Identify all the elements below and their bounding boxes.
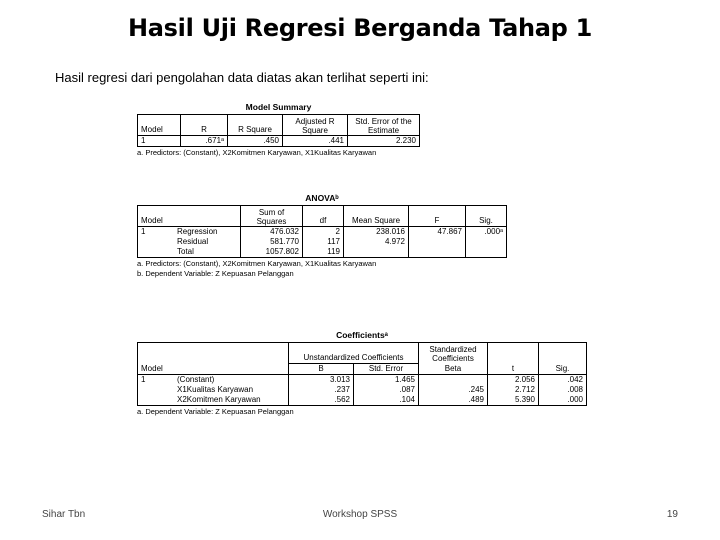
header-b: B: [289, 363, 354, 374]
header-model: Model: [138, 363, 175, 374]
table-cell: 5.390: [488, 395, 539, 406]
header-adjusted-r-square: Adjusted R Square: [283, 115, 348, 136]
table-cell: X2Komitmen Karyawan: [174, 395, 289, 406]
table-cell: .008: [539, 385, 587, 395]
header-mean-square: Mean Square: [344, 206, 409, 227]
header-standardized-coefficients: Standardized Coefficients: [419, 343, 488, 364]
table-cell: [419, 374, 488, 385]
table-cell: 2.230: [348, 136, 420, 147]
footer-event: Workshop SPSS: [322, 509, 398, 520]
table-cell: Total: [174, 247, 241, 258]
header-std-error: Std. Error: [354, 363, 419, 374]
table-note: a. Predictors: (Constant), X2Komitmen Karyawan, X1Kualitas Karyawan: [137, 148, 377, 157]
table-note: a. Dependent Variable: Z Kepuasan Pelanggan: [137, 406, 294, 416]
header-sum-of-squares: Sum of Squares: [241, 206, 303, 227]
header-blank: [174, 206, 241, 227]
table-cell: 117: [303, 237, 344, 247]
header-sig: Sig.: [539, 363, 587, 374]
table-cell: Regression: [174, 227, 241, 238]
model-summary-caption: Model Summary: [245, 102, 312, 112]
table-cell: .000: [539, 395, 587, 406]
table-cell: .671ᵃ: [181, 136, 228, 147]
table-cell: 4.972: [344, 237, 409, 247]
table-cell: [409, 237, 466, 247]
table-cell: .489: [419, 395, 488, 406]
table-cell: .441: [283, 136, 348, 147]
table-cell: .042: [539, 374, 587, 385]
header-f: F: [409, 206, 466, 227]
header-t: t: [488, 363, 539, 374]
footer-author: Sihar Tbn: [42, 509, 86, 520]
model-summary-table: [137, 102, 420, 157]
table-cell: .562: [289, 395, 354, 406]
page-number: 19: [666, 509, 678, 520]
table-cell: (Constant): [174, 374, 289, 385]
table-cell: 476.032: [241, 227, 303, 238]
table-cell: 1057.802: [241, 247, 303, 258]
table-cell: .000ᵃ: [466, 227, 507, 238]
table-cell: [466, 237, 507, 247]
slide-title: Hasil Uji Regresi Berganda Tahap 1: [128, 14, 592, 42]
table-cell: 47.867: [409, 227, 466, 238]
header-model: Model: [138, 206, 175, 227]
table-cell: .237: [289, 385, 354, 395]
header-std-error: Std. Error of the Estimate: [348, 115, 420, 136]
header-unstandardized-coefficients: Unstandardized Coefficients: [289, 343, 419, 364]
table-cell: 238.016: [344, 227, 409, 238]
table-cell: 2.712: [488, 385, 539, 395]
slide-subtitle: Hasil regresi dari pengolahan data diatas akan terlihat seperti ini:: [55, 70, 429, 85]
table-cell: 2.056: [488, 374, 539, 385]
anova-caption: ANOVAᵇ: [305, 193, 339, 203]
table-cell: 1: [138, 374, 175, 385]
table-cell: 2: [303, 227, 344, 238]
anova-table: [137, 193, 507, 278]
table-cell: 3.013: [289, 374, 354, 385]
table-cell: 581.770: [241, 237, 303, 247]
table-cell: .245: [419, 385, 488, 395]
coefficients-table: [137, 330, 587, 416]
header-r: R: [181, 115, 228, 136]
header-r-square: R Square: [228, 115, 283, 136]
header-model: Model: [138, 115, 181, 136]
table-cell: .104: [354, 395, 419, 406]
coefficients-caption: Coefficientsᵃ: [336, 330, 388, 340]
table-cell: 1.465: [354, 374, 419, 385]
table-cell: .087: [354, 385, 419, 395]
table-note: a. Predictors: (Constant), X2Komitmen Karyawan, X1Kualitas Karyawan: [137, 259, 377, 268]
header-blank: [174, 363, 289, 374]
table-cell: .450: [228, 136, 283, 147]
table-note: b. Dependent Variable: Z Kepuasan Pelanggan: [137, 269, 294, 278]
header-sig: Sig.: [466, 206, 507, 227]
table-cell: Residual: [174, 237, 241, 247]
table-cell: X1Kualitas Karyawan: [174, 385, 289, 395]
header-df: df: [303, 206, 344, 227]
table-cell: 1: [138, 136, 181, 147]
table-cell: 119: [303, 247, 344, 258]
header-beta: Beta: [419, 363, 488, 374]
table-cell: 1: [138, 227, 175, 238]
table-cell: [466, 247, 507, 258]
table-cell: [344, 247, 409, 258]
table-cell: [409, 247, 466, 258]
